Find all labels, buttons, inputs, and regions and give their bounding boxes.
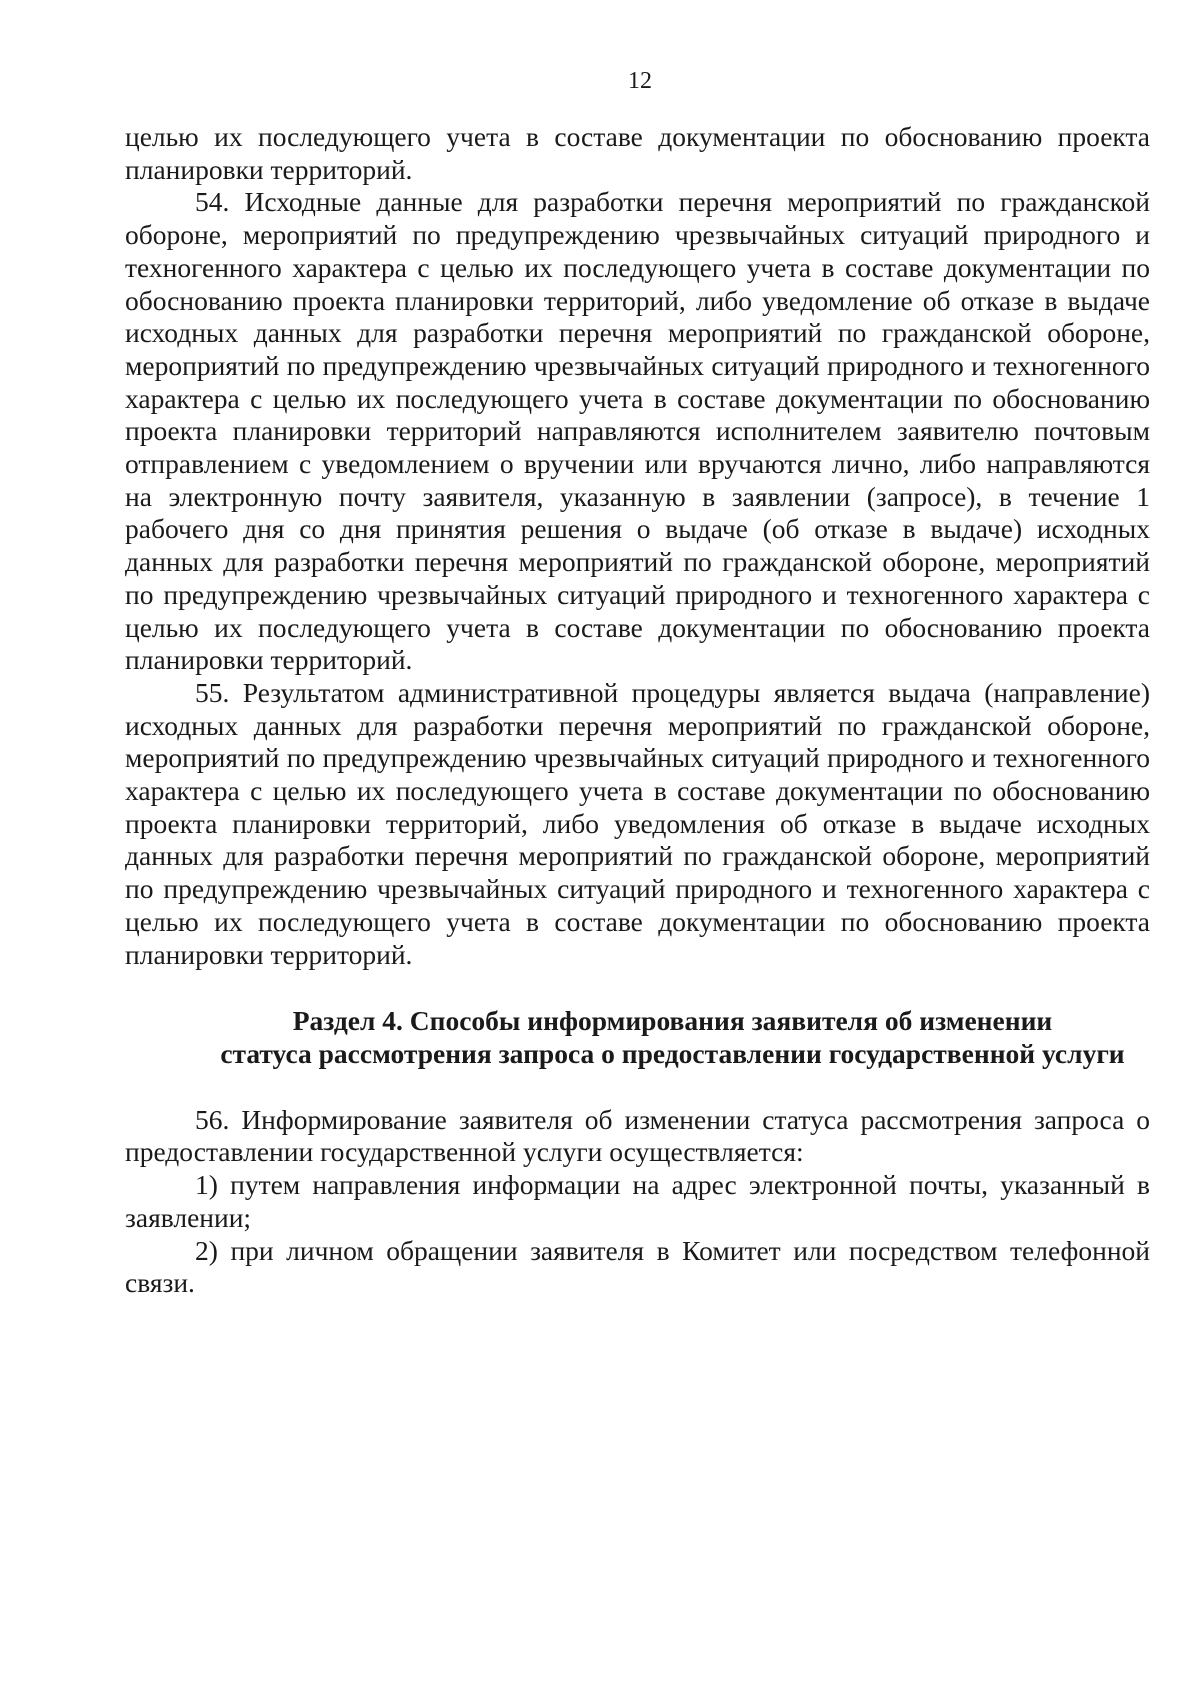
page-number: 12	[628, 68, 652, 94]
paragraph-continuation: целью их последующего учета в составе документации по обоснованию проекта планировки территорий.	[125, 121, 1150, 185]
section-heading	[125, 1005, 1150, 1070]
list-item-2: 2) при личном обращении заявителя в Комитет или посредством телефонной связи.	[125, 1234, 1150, 1299]
paragraph-56: 56. Информирование заявителя об изменении статуса рассмотрения запроса о предоставлении государственной услуги осуществляется:	[125, 1103, 1150, 1168]
paragraph-55: 55. Результатом административной процедуры является выдача (направление) исходных данных для разработки перечня мероприятий по гражданской обороне, мероприятий по предупреждению чрезвычайных ситуаций природного и техногенного характера с целью их последующего учета в составе документации по обоснованию проекта планировки территорий, либо уведомления об отказе в выдаче исходных данных для разработки перечня мероприятий по гражданской обороне, мероприятий по предупреждению чрезвычайных ситуаций природного и техногенного характера с целью их последующего учета в составе документации по обоснованию проекта планировки территорий.	[125, 676, 1150, 970]
list-item-1: 1) путем направления информации на адрес электронной почты, указанный в заявлении;	[125, 1169, 1150, 1233]
section-heading-line-2: статуса рассмотрения запроса о предоставлении государственной услуги	[220, 1037, 1125, 1069]
document-body	[125, 121, 1150, 1300]
paragraph-54: 54. Исходные данные для разработки перечня мероприятий по гражданской обороне, мероприятий по предупреждению чрезвычайных ситуаций природного и техногенного характера с целью их последующего учета в составе документации по обоснованию проекта планировки территорий, либо уведомление об отказе в выдаче исходных данных для разработки перечня мероприятий по гражданской обороне, мероприятий по предупреждению чрезвычайных ситуаций природного и техногенного характера с целью их последующего учета в составе документации по обоснованию проекта планировки территорий направляются исполнителем заявителю почтовым отправлением с уведомлением о вручении или вручаются лично, либо направляются на электронную почту заявителя, указанную в заявлении (запросе), в течение 1 рабочего дня со дня принятия решения о выдаче (об отказе в выдаче) исходных данных для разработки перечня мероприятий по гражданской обороне, мероприятий по предупреждению чрезвычайных ситуаций природного и техногенного характера с целью их последующего учета в составе документации по обоснованию проекта планировки территорий.	[125, 186, 1150, 676]
section-heading-line-1: Раздел 4. Способы информирования заявителя об изменении	[292, 1005, 1053, 1037]
